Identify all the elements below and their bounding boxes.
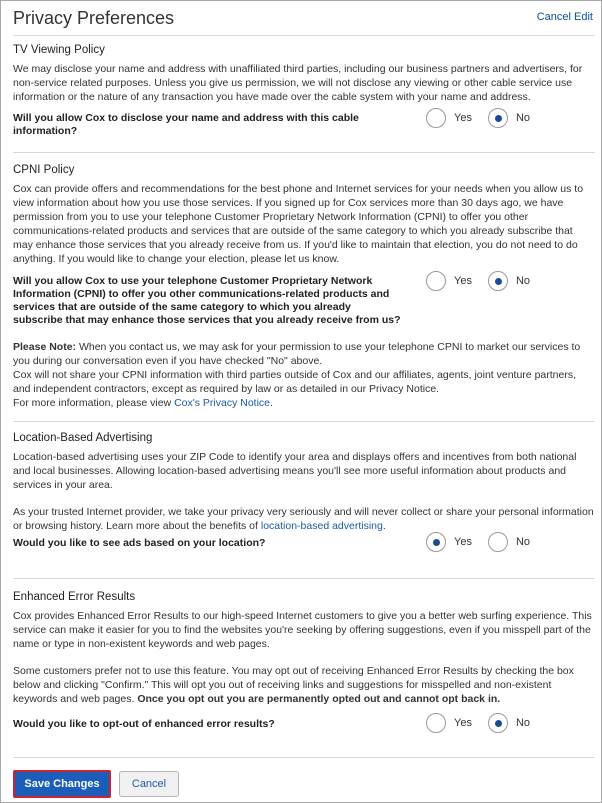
cpni-radio-group	[426, 271, 546, 291]
errors-radio-group	[426, 713, 546, 733]
divider	[13, 152, 595, 153]
tv-policy-section	[13, 44, 595, 104]
location-question: Would you like to see ads based on your location?	[13, 537, 266, 549]
divider	[13, 578, 595, 579]
cpni-no-label: No	[515, 275, 531, 287]
section-title: Enhanced Error Results	[13, 591, 136, 603]
cancel-button[interactable]: Cancel	[119, 771, 179, 797]
tv-no-label: No	[515, 112, 531, 124]
section-title: CPNI Policy	[13, 164, 75, 176]
errors-yes-radio[interactable]	[426, 713, 446, 733]
cpni-question: Will you allow Cox to use your telephone Customer Proprietary Network Information (CPNI) to offer you other communications-related products and services that are outside of the same category to which you already subscribe that may enhance those services that you already receive from us?	[13, 275, 401, 326]
more-info-suffix: .	[270, 397, 273, 409]
section-title: TV Viewing Policy	[13, 44, 105, 56]
location-ads-link[interactable]: location-based advertising	[260, 520, 383, 532]
location-no-label: No	[515, 536, 531, 548]
location-radio-group	[426, 532, 546, 552]
errors-no-radio[interactable]	[488, 713, 508, 733]
tv-question: Will you allow Cox to disclose your name and address with this cable information?	[13, 112, 359, 137]
location-text-2	[13, 505, 595, 533]
location-yes-radio[interactable]	[426, 532, 446, 552]
cpni-note	[13, 340, 595, 410]
tv-policy-text: We may disclose your name and address with unaffiliated third parties, including our business partners and advertisers, for non-service related purposes. Unless you give us permission, we will not disclose any viewing or other cable service use information or the nature of any transaction you have made over the cable system with your name and address.	[13, 63, 583, 103]
section-title: Location-Based Advertising	[13, 432, 153, 444]
cpni-yes-radio[interactable]	[426, 271, 446, 291]
location-section	[13, 432, 595, 533]
cpni-section	[13, 164, 595, 266]
page-title: Privacy Preferences	[13, 8, 175, 28]
errors-question: Would you like to opt-out of enhanced error results?	[13, 718, 275, 730]
tv-radio-group	[426, 108, 546, 128]
cpni-yes-label: Yes	[454, 275, 472, 287]
cancel-edit-link[interactable]: Cancel Edit	[536, 11, 593, 23]
tv-no-radio[interactable]	[488, 108, 508, 128]
divider	[13, 757, 595, 758]
cpni-policy-text: Cox can provide offers and recommendations for the best phone and Internet services for your needs when you allow us to view information about how you use those services. If you signed up for Cox services more than 30 days ago, we have permission from you to use your telephone Customer Proprietary Network Information (CPNI) to offer you other communications-related products and services that are outside of the same category to which you already subscribe that may enhance those services that you already receive from us. If you'd like to maintain that election, you do not need to do anything. If you would like to change your election, please let us know.	[13, 183, 584, 265]
header-links	[537, 11, 593, 23]
errors-yes-label: Yes	[454, 717, 472, 729]
errors-text-2	[13, 664, 595, 706]
note-label: Please Note:	[13, 341, 77, 353]
save-changes-button[interactable]: Save Changes	[13, 770, 111, 798]
location-text-2-suffix: .	[382, 520, 386, 532]
cpni-no-radio[interactable]	[488, 271, 508, 291]
more-info-prefix: For more information, please view	[13, 397, 175, 409]
note-text: When you contact us, we may ask for your permission to use your telephone CPNI to market our services to you during our conversation even if you have checked "No" above.	[13, 341, 581, 367]
location-no-radio[interactable]	[488, 532, 508, 552]
divider	[13, 421, 595, 422]
errors-text-2-body: Some customers prefer not to use this feature. You may opt out of receiving Enhanced Error Results by checking the box below and clicking "Confirm." This will opt you out of receiving links and suggestions for misspelled and non-existent keywords and web pages.	[13, 665, 574, 705]
errors-no-label: No	[515, 717, 531, 729]
location-yes-label: Yes	[454, 536, 472, 548]
location-text: Location-based advertising uses your ZIP Code to identify your area and displays offers and incentives from both national and local businesses. Allowing location-based advertising means you'll see more useful information about products and services in your area.	[13, 451, 577, 491]
privacy-notice-link[interactable]: Cox's Privacy Notice	[174, 397, 271, 409]
location-text-2-prefix: As your trusted Internet provider, we take your privacy very seriously and will never collect or share your personal information or browsing history. Learn more about the benefits of	[13, 506, 594, 532]
share-text: Cox will not share your CPNI information with third parties outside of Cox and our affiliates, agents, joint venture partners, and independent contractors, except as required by law or as detailed in our Privacy Notice.	[13, 369, 577, 395]
errors-text: Cox provides Enhanced Error Results to our high-speed Internet customers to give you a better web surfing experience. This service can make it easier for you to find the websites you're seeking by offering suggestions, even if you misspell part of the name or type in non-existent keywords and web pages.	[13, 610, 592, 650]
divider	[13, 35, 595, 36]
tv-yes-label: Yes	[454, 112, 472, 124]
tv-yes-radio[interactable]	[426, 108, 446, 128]
errors-section	[13, 591, 595, 706]
errors-text-2-bold: Once you opt out you are permanently opted out and cannot opt back in.	[137, 693, 501, 705]
